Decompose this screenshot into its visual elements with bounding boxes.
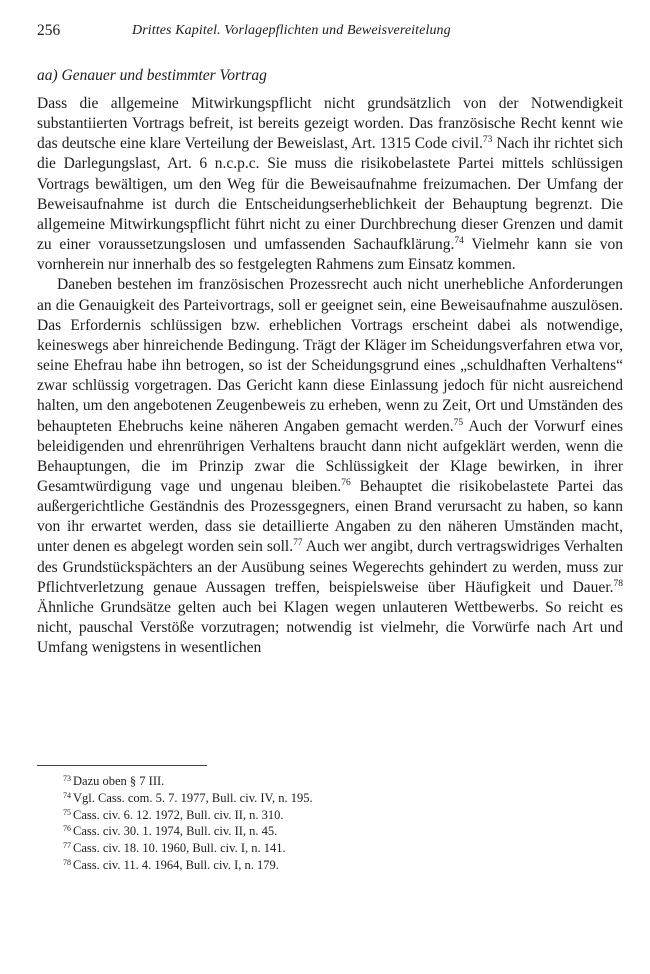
footnote [63,840,603,857]
footnote-number: 78 [63,857,71,867]
footnote-ref: 78 [613,578,623,589]
body-paragraph [37,94,623,275]
footnote-text: Dazu oben § 7 III. [73,774,165,788]
paragraph-text: Auch wer angibt, durch vertragswidriges Verhalten des Grundstückspächters an der Ausübung seines Wegerechts gehindert zu werden, muss zur Pflichtverletzung genaue Aussagen treffen, beispielsweise über Häufigkeit und Dauer. [37,538,623,596]
paragraph-text: Behauptet die risikobelastete Partei das außergerichtliche Geständnis des Prozessgegners, einen Brand verursacht zu haben, so kann von ihr erwartet werden, dass sie detaillierte Angaben zu den näheren Umständen macht, unter denen es abgelegt worden sein soll. [37,477,623,556]
footnote [63,823,603,840]
footnote [63,790,603,807]
running-header [37,22,621,42]
footnote-text: Cass. civ. 30. 1. 1974, Bull. civ. II, n. 45. [73,824,278,839]
paragraph-text: Ähnliche Grundsätze gelten auch bei Klagen wegen unlauteren Wettbewerbs. So reicht es nicht, pauschal Verstöße vorzutragen; notwendig ist vielmehr, die Vorwürfe nach Art und Umfang wenigstens in wesentlichen [37,598,623,657]
paragraph-text: Daneben bestehen im französischen Prozessrecht auch nicht unerhebliche Anforderungen an die Genauigkeit des Parteivortrags, soll er geeignet sein, eine Beweisaufnahme auszulösen. Das Erfordernis schlüssigen bzw. erheblichen Vortrags erscheint dabei als notwendige, keineswegs aber hinreichende Bedingung. Trägt der Kläger im Scheidungsverfahren etwa vor, seine Ehefrau habe ihn betrogen, so ist der Scheidungsgrund eines „schuldhaften Verhaltens“ zwar schlüssig vorgetragen. Das Gericht kann diese Einlassung jedoch für nicht ausreichend halten, um den angebotenen Zeugenbeweis zu erheben, wenn zu Zeit, Ort und Umständen des behaupteten Ehebruchs keine näheren Angaben gemacht werden. [37,276,623,435]
footnote-text: Cass. civ. 11. 4. 1964, Bull. civ. I, n. 179. [73,857,279,872]
body-paragraph [37,275,623,658]
paragraph-text: Vielmehr kann sie von vornherein nur innerhalb des so festgelegten Rahmens zum Einsatz kommen. [37,236,624,274]
body-text [37,94,623,658]
footnote-number: 73 [63,774,71,783]
footnote-rule [37,765,207,766]
footnote-text: Cass. civ. 6. 12. 1972, Bull. civ. II, n. 310. [73,807,284,822]
footnote [63,857,603,874]
running-title: Drittes Kapitel. Vorlagepflichten und Beweisvereitelung [132,23,451,38]
footnote-number: 77 [63,841,71,851]
footnote-number: 75 [63,807,71,817]
footnote-ref: 74 [454,236,464,247]
footnote-number: 76 [63,824,71,834]
footnote-ref: 77 [293,538,303,549]
footnote-text: Vgl. Cass. com. 5. 7. 1977, Bull. civ. IV, n. 195. [73,790,313,805]
footnote-number: 74 [63,790,71,800]
footnote-ref: 73 [482,135,493,146]
paragraph-text: Dass die allgemeine Mitwirkungspflicht nicht grundsätzlich von der Notwendigkeit substantiierten Vortrags befreit, ist bereits gezeigt worden. Das französische Recht kennt wie das deutsche eine klare Verteilung der Beweislast, Art. 1315 Code civil. [37,95,623,153]
footnotes [63,773,603,874]
footnote [63,773,603,790]
footnote-text: Cass. civ. 18. 10. 1960, Bull. civ. I, n. 141. [73,841,286,856]
paragraph-text: Nach ihr richtet sich die Darlegungslast, Art. 6 n.c.p.c. Sie muss die risikobelastete Partei mittels schlüssigen Vortrags bewältigen, um den Weg für die Beweisaufnahme freizumachen. Der Umfang der Beweisaufnahme ist durch die Entscheidungserheblichkeit der Behauptung begrenzt. Die allgemeine Mitwirkungspflicht führt nicht zu einer Durchbrechung dieser Grenzen und damit zu einer voraussetzungslosen und umfassenden Sachaufklärung. [37,135,623,254]
page-number: 256 [37,22,61,39]
paragraph-text: Auch der Vorwurf eines beleidigenden und ehrenrührigen Verhaltens braucht dann nicht aufgeklärt werden, wenn die Behauptungen, die im Prinzip zwar die Schlüssigkeit der Klage bewirken, in ihrer Gesamtwürdigung vage und ungenau bleiben. [37,417,624,495]
footnote-ref: 75 [453,417,464,428]
footnote [63,807,603,824]
footnote-ref: 76 [341,477,351,488]
section-heading: aa) Genauer und bestimmter Vortrag [37,67,267,84]
